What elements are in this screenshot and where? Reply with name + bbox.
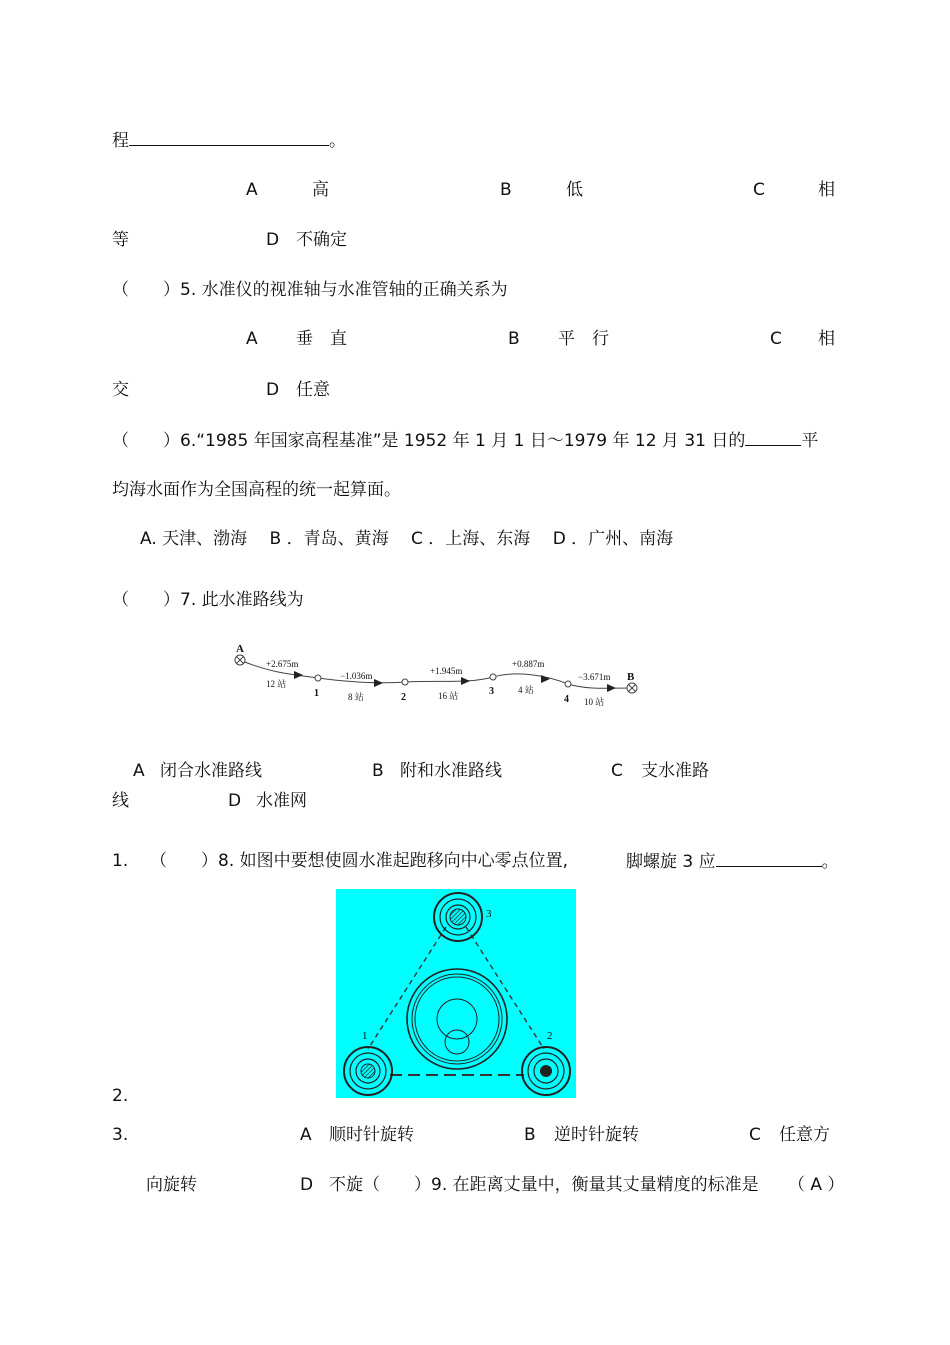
benchmark-a-icon [235, 655, 245, 665]
q4-line [112, 129, 346, 152]
q8-stem-end-line [626, 850, 839, 873]
q8-stem-line [150, 850, 568, 872]
q7-opt-b-text: 附和水准路线 [400, 761, 502, 781]
screw-label: 3 [486, 908, 492, 920]
q8-opt-b-text: 逆时针旋转 [554, 1125, 639, 1145]
q7-opt-c-cont: 线 [112, 791, 129, 811]
q7-stem: 7. 此水准路线为 [180, 590, 304, 610]
circular-level-bubble [407, 969, 507, 1069]
q8-stem: 8. 如图中要想使圆水准起跑移向中心零点位置, [218, 851, 569, 871]
foot-screw-3-icon [434, 893, 482, 941]
segment-height-diff: +1.945m [430, 666, 463, 676]
q4-prefix: 程 [112, 131, 129, 151]
route-point-label: 3 [489, 686, 494, 697]
route-point-label: 2 [401, 692, 406, 703]
q4-opt-a-letter: A [246, 180, 258, 200]
q8-opt-b-letter: B [524, 1125, 536, 1145]
segment-height-diff: −1.036m [340, 671, 373, 681]
q8-line2-num: 2. [112, 1086, 129, 1106]
q5-opt-c-cont: 交 [112, 380, 129, 400]
route-arrow [294, 671, 303, 679]
q4-answer-blank[interactable] [129, 129, 329, 146]
turning-point-2 [402, 679, 408, 685]
q7-opt-d-text: 水准网 [256, 791, 307, 811]
q5-opt-d-text: 任意 [296, 380, 330, 400]
screw-label: 2 [547, 1030, 553, 1042]
route-arrow [607, 684, 616, 692]
segment-stations: 12 站 [266, 679, 287, 689]
q7-opt-a-letter: A [133, 761, 145, 781]
segment-stations: 8 站 [348, 692, 364, 702]
leveling-route-diagram [228, 640, 648, 715]
q8-opt-c-cont: 向旋转 [146, 1175, 197, 1195]
q5-paren[interactable]: （ ） [112, 280, 180, 300]
benchmark-b-icon [627, 683, 637, 693]
foot-screw-1-icon [344, 1047, 392, 1095]
q8-stem-end: 脚螺旋 3 应 [626, 852, 716, 872]
q8-opt-a-text: 顺时针旋转 [329, 1125, 414, 1145]
q6-stem-end: 平 [801, 431, 819, 451]
q9-answer: （ A ） [788, 1175, 845, 1195]
q8-paren[interactable]: （ ） [150, 851, 218, 871]
foot-screw-2-icon [522, 1047, 570, 1095]
segment-height-diff: +2.675m [266, 659, 299, 669]
segment-height-diff: −3.671m [578, 672, 611, 682]
q5-opt-a-letter: A [246, 329, 258, 349]
q9-paren[interactable]: （ ） [363, 1175, 431, 1195]
q7-opt-a-text: 闭合水准路线 [160, 761, 262, 781]
q7-opt-d-letter: D [228, 791, 242, 811]
q8-opt-d-letter: D [300, 1175, 314, 1195]
q4-opt-b-letter: B [500, 180, 512, 200]
q5-opt-b-text: 平 行 [558, 329, 609, 349]
route-point-label: 1 [314, 688, 319, 699]
q5-opt-a-text: 垂 直 [296, 329, 347, 349]
turning-point-1 [315, 675, 321, 681]
q9-stem: 9. 在距离丈量中，衡量其丈量精度的标准是 [431, 1175, 759, 1195]
route-start-label: A [236, 643, 244, 655]
dashed-link [368, 927, 446, 1049]
q6-paren[interactable]: （ ） [112, 431, 180, 451]
q5-opt-b-letter: B [508, 329, 520, 349]
q4-suffix: 。 [329, 131, 346, 151]
route-arrow [461, 677, 470, 685]
segment-stations: 4 站 [518, 685, 534, 695]
q4-opt-b-text: 低 [566, 180, 583, 200]
q8-num: 1. [112, 851, 129, 871]
q4-opt-c-letter: C [753, 180, 765, 200]
q8-suffix: 。 [821, 852, 839, 872]
q4-opt-c-text: 相 [818, 180, 835, 200]
segment-stations: 16 站 [438, 691, 459, 701]
segment-height-diff: +0.887m [512, 659, 545, 669]
q4-opt-a-text: 高 [312, 180, 329, 200]
q8-answer-blank[interactable] [716, 850, 822, 867]
q7-opt-c-letter: C [611, 761, 623, 781]
q5-opt-d-letter: D [266, 380, 280, 400]
q5-opt-c-text: 相 [818, 329, 835, 349]
segment-stations: 10 站 [584, 697, 605, 707]
q6-options: A. 天津、渤海 B ．青岛、黄海 C ．上海、东海 D ．广州、南海 [140, 529, 674, 549]
turning-point-4 [565, 681, 571, 687]
route-arrow [541, 675, 550, 683]
q8-line3-num: 3. [112, 1125, 129, 1145]
q8-q9-line [329, 1174, 759, 1196]
route-end-label: B [627, 671, 635, 683]
q7-paren[interactable]: （ ） [112, 590, 180, 610]
q5-stem: 5. 水准仪的视准轴与水准管轴的正确关系为 [180, 280, 508, 300]
q5-stem-line [112, 279, 508, 301]
q6-answer-blank[interactable] [745, 429, 801, 446]
q8-opt-d-text: 不旋 [329, 1175, 363, 1195]
q4-opt-d-letter: D [266, 230, 280, 250]
route-point-label: 4 [564, 694, 569, 705]
q5-opt-c-letter: C [770, 329, 782, 349]
q6-stem-line2: 均海水面作为全国高程的统一起算面。 [112, 480, 401, 500]
q8-opt-c-text: 任意方 [779, 1125, 830, 1145]
q8-opt-a-letter: A [300, 1125, 312, 1145]
circular-level-figure [336, 889, 576, 1098]
route-arrow [374, 679, 383, 687]
q7-opt-b-letter: B [372, 761, 384, 781]
q7-stem-line [112, 589, 304, 611]
screw-label: 1 [362, 1030, 368, 1042]
q6-stem-line [112, 429, 818, 452]
turning-point-3 [490, 674, 496, 680]
q7-opt-c-text: 支水准路 [641, 761, 709, 781]
q4-opt-d-text: 不确定 [296, 230, 347, 250]
q4-opt-c-cont: 等 [112, 230, 129, 250]
q8-opt-c-letter: C [749, 1125, 761, 1145]
q6-stem: 6.“1985 年国家高程基准”是 1952 年 1 月 1 日～1979 年 12 月 31 日的 [180, 431, 746, 451]
